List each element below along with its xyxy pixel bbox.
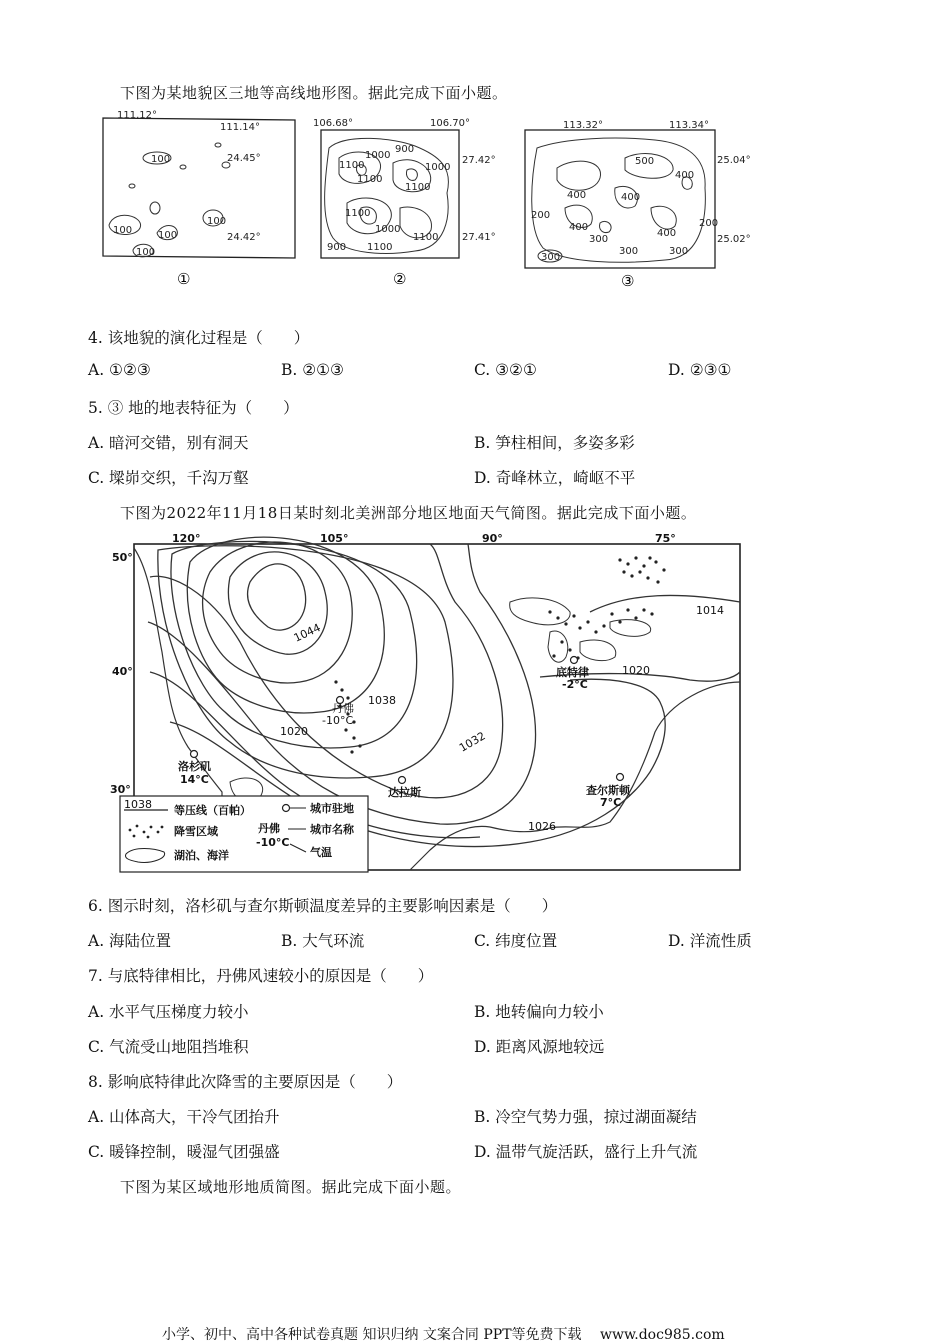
- legend-city-name-label: 城市名称: [310, 823, 354, 836]
- footer: [162, 1324, 725, 1344]
- panel1-lon-right: 111.14°: [220, 122, 260, 133]
- question-4-option-c[interactable]: C. ③②①: [474, 361, 537, 379]
- city-denver-name: 丹佛: [332, 702, 354, 715]
- question-5-option-b[interactable]: B. 笋柱相间，多姿多彩: [474, 434, 635, 452]
- panel2-contour-10: 900: [327, 242, 347, 253]
- panel2-contour-11: 1100: [367, 242, 393, 253]
- panel1-lon-left: 111.12°: [117, 110, 157, 121]
- legend-snow-label: 降雪区域: [174, 825, 218, 838]
- question-8-stem: 8. 影响底特律此次降雪的主要原因是（ ）: [88, 1073, 403, 1091]
- city-charleston-name: 查尔斯顿: [586, 784, 630, 797]
- panel2-contour-6: 1100: [405, 182, 431, 193]
- lat-label-50: 50°: [112, 551, 133, 564]
- panel3-contour-1: 500: [635, 156, 655, 167]
- question-5-option-d[interactable]: D. 奇峰林立，崎岖不平: [474, 469, 636, 487]
- panel2-contour-8: 1000: [375, 224, 401, 235]
- question-4-option-b[interactable]: B. ②①③: [281, 361, 344, 379]
- legend-city-site-label: 城市驻地: [310, 802, 354, 815]
- intro-text-2: 下图为2022年11月18日某时刻北美洲部分地区地面天气简图。据此完成下面小题。: [120, 504, 697, 522]
- city-dallas-name: 达拉斯: [388, 786, 421, 799]
- question-8-option-c[interactable]: C. 暖锋控制，暖湿气团强盛: [88, 1143, 280, 1161]
- city-denver-temp: -10°C: [322, 714, 354, 727]
- legend-temp-label: 气温: [310, 846, 332, 859]
- contour-panel-2: [313, 118, 496, 288]
- footer-url[interactable]: www.doc985.com: [599, 1327, 725, 1343]
- lon-label-75: 75°: [655, 532, 676, 545]
- panel3-contour-3: 400: [621, 192, 641, 203]
- panel2-lon-right: 106.70°: [430, 118, 470, 129]
- panel3-contour-6: 300: [589, 234, 609, 245]
- map-legend: [120, 796, 368, 872]
- panel2-contour-1: 1100: [339, 160, 365, 171]
- isobar-1038: 1038: [368, 694, 396, 707]
- panel2-contour-9: 1100: [413, 232, 439, 243]
- question-6-option-b[interactable]: B. 大气环流: [281, 932, 365, 950]
- city-detroit-name: 底特律: [556, 666, 589, 679]
- panel1-contour-5: 100: [136, 247, 156, 258]
- question-6-option-d[interactable]: D. 洋流性质: [668, 932, 752, 950]
- lon-label-90: 90°: [482, 532, 503, 545]
- panel1-contour-4: 100: [158, 230, 178, 241]
- panel1-contour-1: 100: [151, 154, 171, 165]
- question-5-option-c[interactable]: C. 墚峁交织，千沟万壑: [88, 469, 249, 487]
- legend-isobar-sample: 1038: [124, 798, 152, 811]
- city-los-angeles-name: 洛杉矶: [178, 760, 211, 773]
- intro-text-3: 下图为某区域地形地质简图。据此完成下面小题。: [120, 1178, 462, 1196]
- panel3-contour-12: 300: [669, 246, 689, 257]
- question-7-option-c[interactable]: C. 气流受山地阻挡堆积: [88, 1038, 249, 1056]
- panel2-contour-4: 1000: [425, 162, 451, 173]
- panel3-lon-right: 113.34°: [669, 120, 709, 131]
- isobar-1026: 1026: [528, 820, 556, 833]
- contour-panel-3: [525, 120, 751, 290]
- panel3-label: ③: [621, 272, 635, 290]
- question-6-stem: 6. 图示时刻，洛杉矶与查尔斯顿温度差异的主要影响因素是（ ）: [88, 897, 558, 915]
- panel1-contour-3: 100: [207, 216, 227, 227]
- question-7-stem: 7. 与底特律相比，丹佛风速较小的原因是（ ）: [88, 967, 434, 985]
- legend-isobar-label: 等压线（百帕）: [174, 804, 251, 817]
- question-7-option-d[interactable]: D. 距离风源地较远: [474, 1038, 605, 1056]
- question-6-option-c[interactable]: C. 纬度位置: [474, 932, 558, 950]
- panel3-contour-9: 300: [541, 252, 561, 263]
- panel3-contour-7: 400: [675, 170, 695, 181]
- lon-label-105: 105°: [320, 532, 349, 545]
- question-7-option-a[interactable]: A. 水平气压梯度力较小: [88, 1003, 249, 1021]
- lon-label-120: 120°: [172, 532, 201, 545]
- panel2-contour-5: 1100: [357, 174, 383, 185]
- contour-panel-1: [103, 110, 295, 288]
- panel3-contour-5: 400: [657, 228, 677, 239]
- panel3-lon-left: 113.32°: [563, 120, 603, 131]
- panel3-lat-top: 25.04°: [717, 155, 751, 166]
- panel3-contour-4: 400: [569, 222, 589, 233]
- legend-lake-label: 湖泊、海洋: [174, 849, 229, 862]
- panel2-label: ②: [393, 270, 407, 288]
- panel1-lat-bottom: 24.42°: [227, 232, 261, 243]
- question-4-option-a[interactable]: A. ①②③: [88, 361, 151, 379]
- panel3-contour-11: 200: [699, 218, 719, 229]
- lat-label-40: 40°: [112, 665, 133, 678]
- question-8-option-d[interactable]: D. 温带气旋活跃，盛行上升气流: [474, 1143, 698, 1161]
- panel2-lon-left: 106.68°: [313, 118, 353, 129]
- isobar-1014: 1014: [696, 604, 724, 617]
- city-los-angeles-temp: 14°C: [180, 773, 209, 786]
- footer-text: 小学、初中、高中各种试卷真题 知识归纳 文案合同 PPT等免费下载: [162, 1327, 582, 1343]
- weather-map-figure: [110, 532, 750, 877]
- city-charleston-temp: 7°C: [600, 796, 622, 809]
- panel1-contour-2: 100: [113, 225, 133, 236]
- panel3-contour-2: 400: [567, 190, 587, 201]
- panel2-lat-top: 27.42°: [462, 155, 496, 166]
- city-detroit-temp: -2°C: [562, 678, 588, 691]
- panel2-contour-7: 1100: [345, 208, 371, 219]
- legend-temp-sample: -10°C: [256, 836, 290, 849]
- question-4-option-d[interactable]: D. ②③①: [668, 361, 732, 379]
- isobar-1020-west: 1020: [280, 725, 308, 738]
- panel3-contour-8: 300: [619, 246, 639, 257]
- question-8-option-b[interactable]: B. 冷空气势力强，掠过湖面凝结: [474, 1108, 697, 1126]
- panel3-lat-bottom: 25.02°: [717, 234, 751, 245]
- panel2-contour-2: 1000: [365, 150, 391, 161]
- question-6-option-a[interactable]: A. 海陆位置: [88, 932, 172, 950]
- question-4-stem: 4. 该地貌的演化过程是（ ）: [88, 329, 310, 347]
- isobar-1020-east: 1020: [622, 664, 650, 677]
- panel1-label: ①: [177, 270, 191, 288]
- isobar-1032: 1032: [457, 729, 488, 755]
- question-5-option-a[interactable]: A. 暗河交错，别有洞天: [88, 434, 249, 452]
- panel1-lat-top: 24.45°: [227, 153, 261, 164]
- legend-city-name-sample: 丹佛: [258, 822, 280, 835]
- isobar-1044: 1044: [291, 621, 323, 645]
- panel2-lat-bottom: 27.41°: [462, 232, 496, 243]
- question-5-stem: 5. ③ 地的地表特征为（ ）: [88, 399, 299, 417]
- intro-text-1: 下图为某地貌区三地等高线地形图。据此完成下面小题。: [120, 84, 508, 102]
- question-7-option-b[interactable]: B. 地转偏向力较小: [474, 1003, 604, 1021]
- panel2-contour-3: 900: [395, 144, 415, 155]
- lat-label-30: 30°: [110, 783, 131, 796]
- panel3-contour-10: 200: [531, 210, 551, 221]
- question-8-option-a[interactable]: A. 山体高大，干冷气团抬升: [88, 1108, 280, 1126]
- contour-maps-figure: [95, 108, 785, 293]
